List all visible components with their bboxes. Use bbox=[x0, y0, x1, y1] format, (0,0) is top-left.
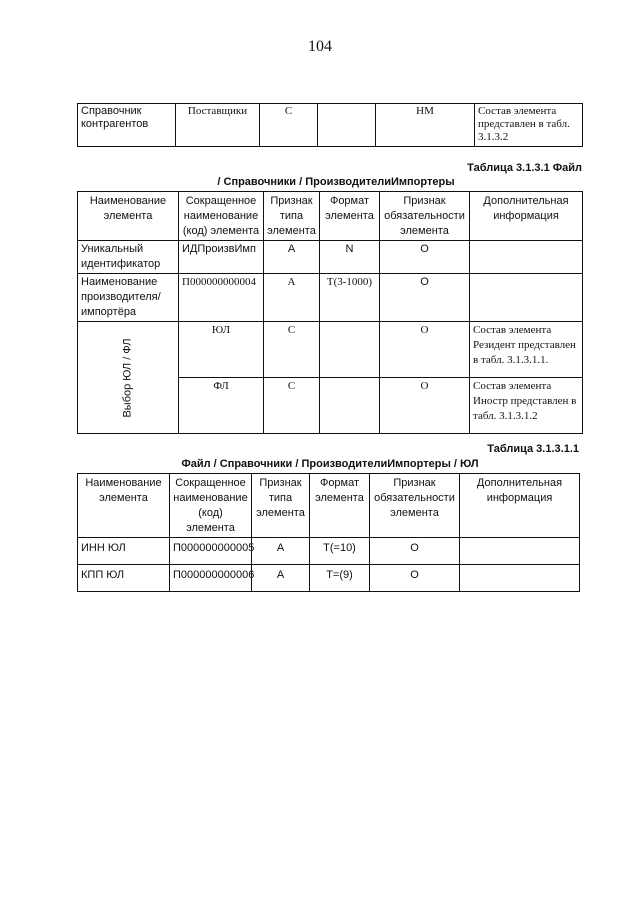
table-row bbox=[78, 104, 583, 147]
table2-caption-line1: Таблица 3.1.3.1.1 bbox=[487, 443, 579, 455]
table-cell: Справочник контрагентов bbox=[78, 104, 176, 147]
column-header: Признак типа элемента bbox=[264, 192, 320, 241]
table-cell: КПП ЮЛ bbox=[78, 565, 170, 592]
table-row bbox=[78, 274, 583, 322]
choice-cell bbox=[78, 322, 179, 434]
table-cell: N bbox=[320, 241, 380, 274]
table-cell: О bbox=[380, 378, 470, 434]
column-header: Признак обязательности элемента bbox=[380, 192, 470, 241]
table-cell: Наименование производителя/импортёра bbox=[78, 274, 179, 322]
table-cell: О bbox=[380, 241, 470, 274]
column-header: Формат элемента bbox=[310, 474, 370, 538]
table-cell: С bbox=[264, 322, 320, 378]
table-cell: Состав элемента Иностр представлен в табл. 3.1.3.1.2 bbox=[470, 378, 583, 434]
table-cell: О bbox=[370, 538, 460, 565]
column-header: Наименование элемента bbox=[78, 192, 179, 241]
table2-caption-line2: Файл / Справочники / ПроизводителиИмпортеры / ЮЛ bbox=[181, 458, 479, 470]
table-cell: Поставщики bbox=[176, 104, 260, 147]
table-cell bbox=[470, 241, 583, 274]
column-header: Дополнительная информация bbox=[460, 474, 580, 538]
table-cell bbox=[460, 538, 580, 565]
table-cell: НМ bbox=[376, 104, 475, 147]
column-header: Признак обязательности элемента bbox=[370, 474, 460, 538]
table-cell: П000000000005 bbox=[170, 538, 252, 565]
table-cell bbox=[460, 565, 580, 592]
table-row bbox=[78, 538, 580, 565]
table-cell bbox=[320, 322, 380, 378]
table-cell bbox=[470, 274, 583, 322]
table-row bbox=[78, 322, 583, 378]
table-row bbox=[78, 565, 580, 592]
table-row bbox=[78, 241, 583, 274]
table-cell: Состав элемента Резидент представлен в табл. 3.1.3.1.1. bbox=[470, 322, 583, 378]
page-number: 104 bbox=[308, 38, 332, 55]
table-cell: ИДПроизвИмп bbox=[179, 241, 264, 274]
table-cell: П000000000004 bbox=[179, 274, 264, 322]
table-cell: О bbox=[380, 274, 470, 322]
table-cell: П000000000006 bbox=[170, 565, 252, 592]
table-cell: А bbox=[264, 241, 320, 274]
table-cell bbox=[318, 104, 376, 147]
table-3-1-3-1 bbox=[77, 191, 583, 434]
table-cell: ИНН ЮЛ bbox=[78, 538, 170, 565]
table-cell bbox=[320, 378, 380, 434]
table-cell: Уникальный идентификатор bbox=[78, 241, 179, 274]
table-cell: Т=(9) bbox=[310, 565, 370, 592]
table-cell: С bbox=[264, 378, 320, 434]
table1-caption-line1: Таблица 3.1.3.1 Файл bbox=[467, 162, 582, 174]
table-cell: Т(=10) bbox=[310, 538, 370, 565]
table-cell: А bbox=[252, 565, 310, 592]
column-header: Дополнительная информация bbox=[470, 192, 583, 241]
table-cell: ФЛ bbox=[179, 378, 264, 434]
table-cell: С bbox=[260, 104, 318, 147]
column-header: Формат элемента bbox=[320, 192, 380, 241]
table-cell: Состав элемента представлен в табл. 3.1.3.2 bbox=[475, 104, 583, 147]
table-3-1-3-1-1 bbox=[77, 473, 580, 592]
choice-label: Выбор ЮЛ / ФЛ bbox=[121, 337, 134, 418]
table-cell: Т(3-1000) bbox=[320, 274, 380, 322]
table-cell: А bbox=[264, 274, 320, 322]
table-cell: О bbox=[380, 322, 470, 378]
column-header: Признак типа элемента bbox=[252, 474, 310, 538]
column-header: Сокращенное наименование (код) элемента bbox=[170, 474, 252, 538]
table-header-row bbox=[78, 474, 580, 538]
table-cell: О bbox=[370, 565, 460, 592]
table-header-row bbox=[78, 192, 583, 241]
table-cell: ЮЛ bbox=[179, 322, 264, 378]
table1-caption-line2: / Справочники / ПроизводителиИмпортеры bbox=[217, 176, 455, 188]
column-header: Наименование элемента bbox=[78, 474, 170, 538]
column-header: Сокращенное наименование (код) элемента bbox=[179, 192, 264, 241]
table-cell: А bbox=[252, 538, 310, 565]
top-table-fragment bbox=[77, 103, 583, 147]
